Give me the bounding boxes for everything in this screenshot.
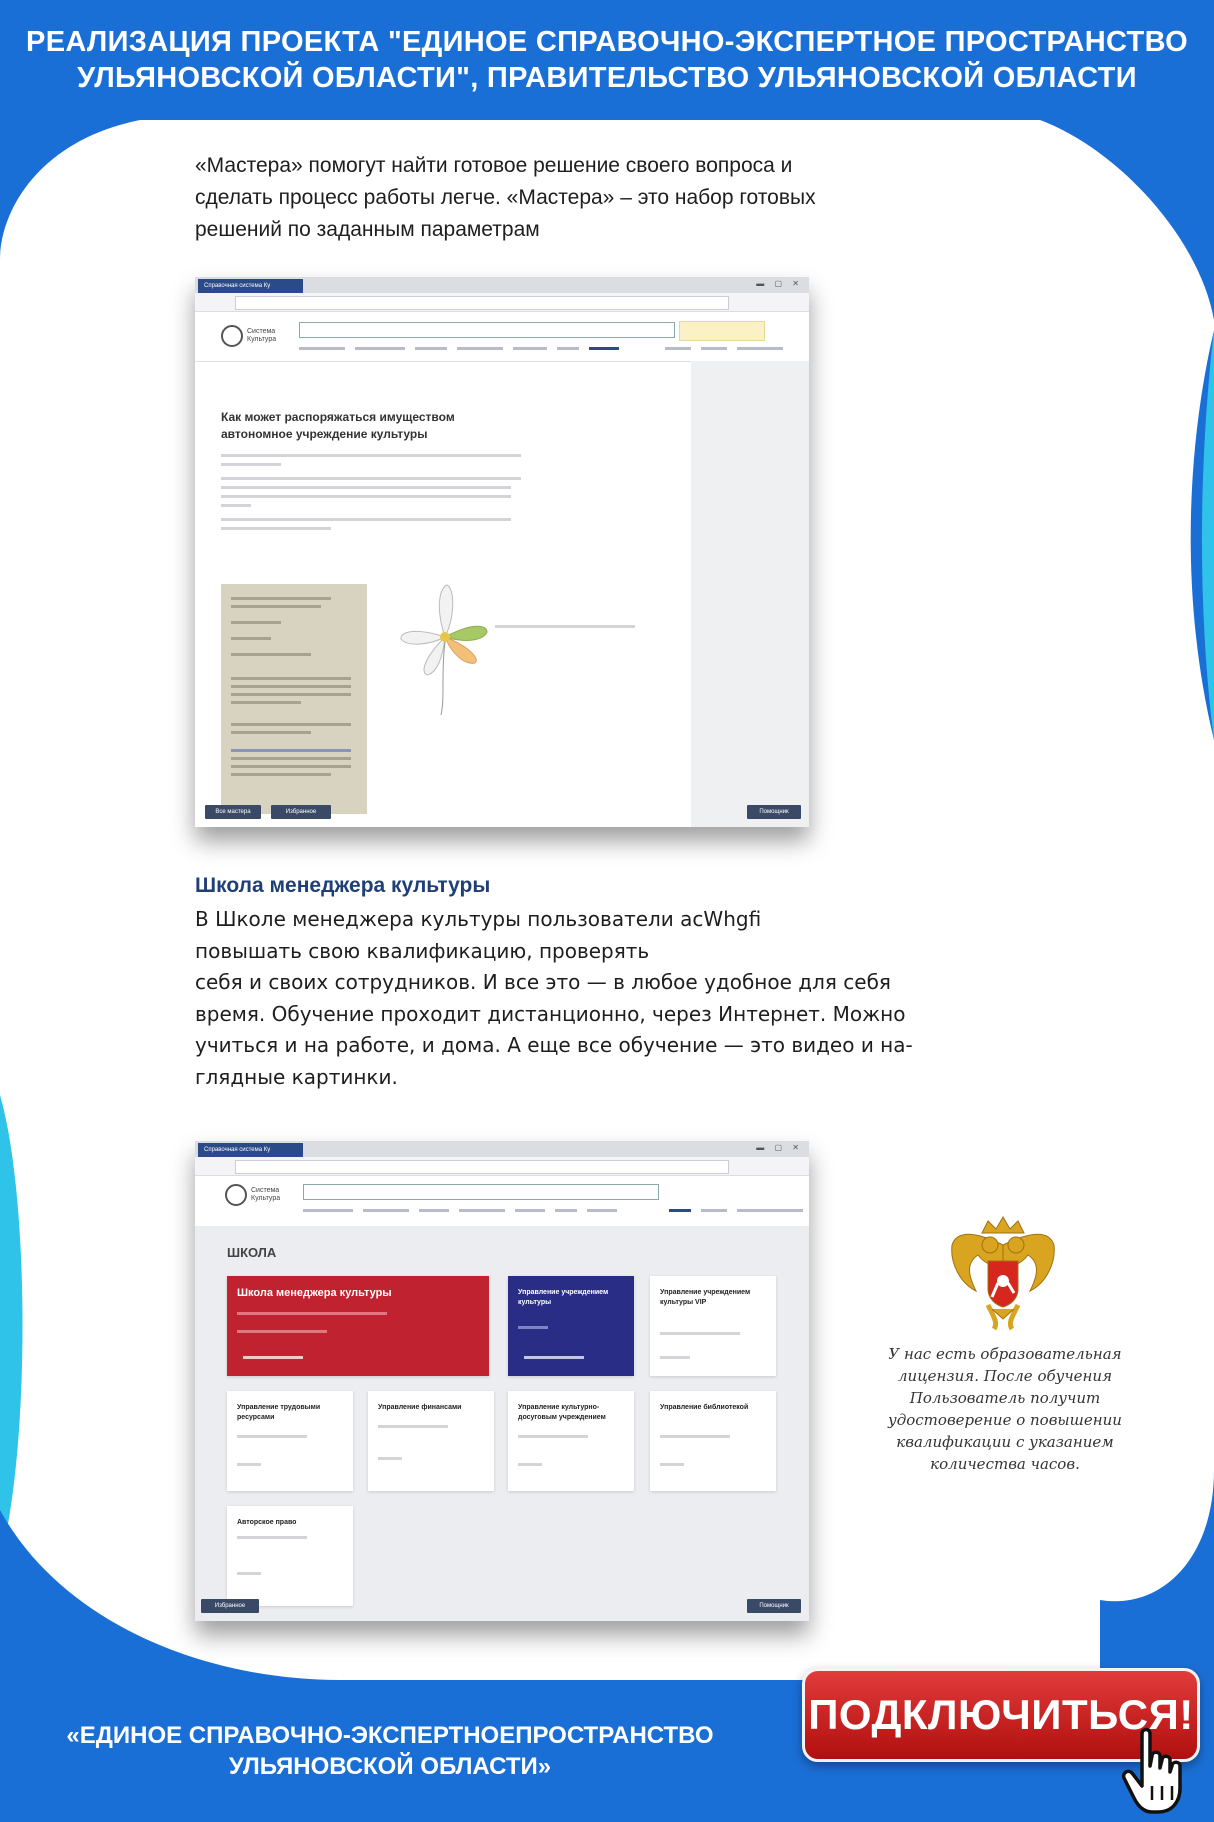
- favorites-button: Избранное: [271, 805, 331, 819]
- browser-tab: Справочная система Ку: [198, 1143, 303, 1157]
- right-panel: [691, 361, 809, 827]
- logo-text: Система Культура: [251, 1187, 281, 1202]
- card-finance: [368, 1391, 494, 1491]
- site-nav: [303, 1207, 617, 1215]
- school-line: учиться и на работе, и дома. А еще все обучение — это видео и на-: [195, 1033, 913, 1057]
- card-hr: [227, 1391, 353, 1491]
- card-leisure: [508, 1391, 634, 1491]
- address-field: [235, 1160, 729, 1174]
- address-bar: [195, 293, 809, 312]
- connect-button-label: ПОДКЛЮЧИТЬСЯ!: [808, 1691, 1194, 1738]
- school-screenshot: [195, 1141, 809, 1621]
- card-title: Школа менеджера культуры: [237, 1287, 392, 1299]
- card-title: Управление трудовыми ресурсами: [237, 1404, 321, 1421]
- address-field: [235, 296, 729, 310]
- site-logo: [225, 1184, 291, 1206]
- question-panel: [221, 584, 367, 814]
- school-line: время. Обучение проходит дистанционно, через Интернет. Можно: [195, 1001, 906, 1026]
- card-title: Управление финансами: [378, 1404, 462, 1411]
- card-title: Управление библиотекой: [660, 1404, 749, 1411]
- school-line: В Школе менеджера культуры пользователи ac⁠Whgfi: [195, 907, 762, 931]
- site-nav-right: [669, 1207, 803, 1215]
- page-title: РЕАЛИЗАЦИЯ ПРОЕКТА "ЕДИНОЕ СПРАВОЧНО-ЭКСПЕРТНОЕ ПРОСТРАНСТВО УЛЬЯНОВСКОЙ ОБЛАСТИ", ПРАВИТЕЛЬСТВО УЛЬЯНОВСКОЙ ОБЛАСТИ: [26, 26, 1188, 94]
- footer-title: «ЕДИНОЕ СПРАВОЧНО-ЭКСПЕРТНОЕПРОСТРАНСТВО УЛЬЯНОВСКОЙ ОБЛАСТИ»: [66, 1722, 714, 1780]
- logo-icon: [225, 1184, 247, 1206]
- license-caption: У нас есть образовательная лицензия. После обучения Пользователь получит удостоверение о повышении квалификации с указанием количества часов.: [888, 1345, 1122, 1473]
- address-bar: [195, 1157, 809, 1176]
- school-page-heading: ШКОЛА: [227, 1245, 277, 1260]
- masters-screenshot: [195, 277, 809, 827]
- browser-tab: Справочная система Ку: [198, 279, 303, 293]
- card-library: [650, 1391, 776, 1491]
- school-description: [195, 904, 913, 1093]
- card-title: Управление учреждением культуры: [518, 1289, 609, 1306]
- window-controls-icon: ▬ ▢ ✕: [756, 279, 803, 288]
- card-school-manager: [227, 1276, 489, 1376]
- site-search-input: [303, 1184, 659, 1200]
- school-line: глядные картинки.: [195, 1064, 398, 1089]
- card-title: Управление учреждением культуры VIP: [660, 1289, 751, 1306]
- school-section-title: Школа менеджера культуры: [195, 874, 491, 897]
- masters-heading: Как может распоряжаться имуществом автономное учреждение культуры: [221, 410, 455, 441]
- russian-coat-of-arms-icon: [948, 1205, 1058, 1335]
- card-title: Авторское право: [237, 1519, 297, 1526]
- school-line: повышать свою квалификацию, проверять: [195, 938, 650, 963]
- card-copyright: [227, 1506, 353, 1606]
- page-header: [0, 0, 1214, 120]
- school-line: себя и своих сотрудников. И все это — в любое удобное для себя: [195, 970, 891, 994]
- help-button: Помощник: [747, 1599, 801, 1613]
- site-search-input: [299, 322, 675, 338]
- card-management-vip: [650, 1276, 776, 1376]
- help-button: Помощник: [747, 805, 801, 819]
- masters-description: «Мастера» помогут найти готовое решение своего вопроса и сделать процесс работы легче. «Мастера» – это набор готовых решений по заданным параметрам: [195, 154, 816, 241]
- site-logo: [221, 325, 287, 347]
- pointer-hand-icon: [1120, 1726, 1190, 1816]
- window-controls-icon: ▬ ▢ ✕: [756, 1143, 803, 1152]
- logo-icon: [221, 325, 243, 347]
- logo-text: Система Культура: [247, 328, 277, 343]
- browser-tabbar: [195, 1141, 809, 1157]
- browser-tabbar: [195, 277, 809, 293]
- site-nav: [299, 345, 619, 353]
- card-management: [508, 1276, 634, 1376]
- card-title: Управление культурно-досуговым учреждением: [518, 1404, 606, 1421]
- search-button: [679, 321, 765, 341]
- site-nav-right: [665, 345, 783, 353]
- favorites-button: Избранное: [201, 1599, 259, 1613]
- all-masters-button: Все мастера: [205, 805, 261, 819]
- flower-illustration: [395, 577, 495, 717]
